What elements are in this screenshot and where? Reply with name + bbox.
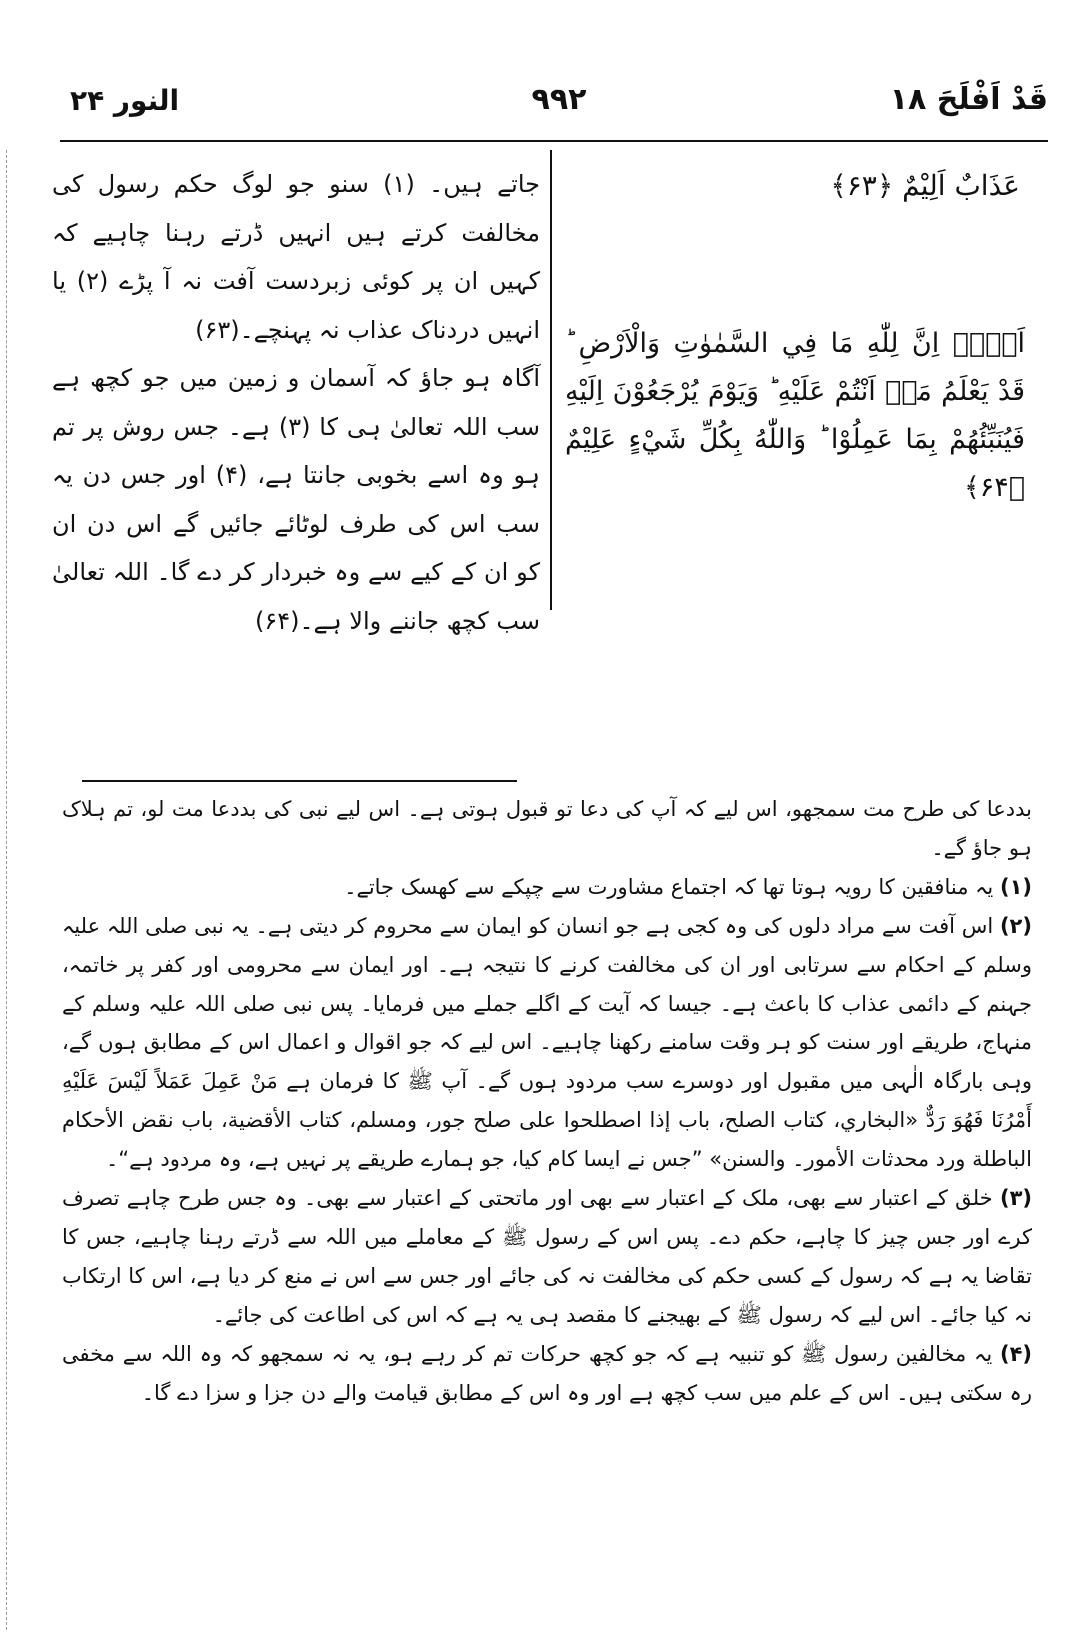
footnotes (62, 790, 1032, 1413)
footnote-rule (82, 780, 517, 782)
footnote-number: (۲) (999, 913, 1032, 938)
footnote-text: خلق کے اعتبار سے بھی، ملک کے اعتبار سے بھی اور ماتحتی کے اعتبار سے بھی۔ وہ جس طرح چاہے تصرف کرے اور جس چیز کا چاہے، حکم دے۔ پس اس کے رسول ﷺ کے معاملے میں اللہ سے ڈرتے رہنا چاہیے، جس کا تقاضا یہ ہے کہ رسول کے کسی حکم کی مخالفت نہ کی جائے اور جس سے اس نے منع کر دیا ہے، اس کا ارتکاب نہ کیا جائے۔ اس لیے کہ رسول ﷺ کے بھیجنے کا مقصد ہی یہ ہے کہ اس کی اطاعت کی جائے۔ (62, 1186, 1032, 1327)
footnote-text: یہ مخالفین رسول ﷺ کو تنبیہ ہے کہ جو کچھ حرکات تم کر رہے ہو، یہ نہ سمجھو کہ وہ اللہ سے مخفی رہ سکتی ہیں۔ اس کے علم میں سب کچھ ہے اور وہ اس کے مطابق قیامت والے دن جزا و سزا دے گا۔ (62, 1341, 1032, 1405)
page-header (70, 78, 1048, 128)
translation-para-64: آگاہ ہو جاؤ کہ آسمان و زمین میں جو کچھ ہے سب اللہ تعالیٰ ہی کا (۳) ہے۔ جس روش پر تم ہو وہ اسے بخوبی جانتا ہے، (۴) اور جس دن یہ سب اس کی طرف لوٹائے جائیں گے اس دن ان کو ان کے کیے سے وہ خبردار کر دے گا۔ اللہ تعالیٰ سب کچھ جاننے والا ہے۔(۶۴) (52, 364, 540, 635)
column-divider (550, 150, 552, 610)
juz-label: قَدْ اَفْلَحَ ۱۸ (889, 82, 1048, 117)
footnote-number: (۱) (999, 874, 1032, 899)
footnote-3 (62, 1179, 1032, 1335)
scan-margin-line (6, 150, 7, 1630)
arabic-verse-end-63: عَذَابٌ اَلِيْمٌ ﴿۶۳﴾ (830, 169, 1020, 202)
footnote-number: (۴) (999, 1341, 1032, 1366)
footnote-text: اس آفت سے مراد دلوں کی وہ کجی ہے جو انسان کو ایمان سے محروم کر دیتی ہے۔ یہ نبی صلی اللہ علیہ وسلم کے احکام سے سرتابی اور ان کی مخالفت کرنے کا نتیجہ ہے۔ اور ایمان سے محرومی اور کفر پر خاتمہ، جہنم کے دائمی عذاب کا باعث ہے۔ جیسا کہ آیت کے اگلے جملے میں فرمایا۔ پس نبی صلی اللہ علیہ وسلم کے منہاج، طریقے اور سنت کو ہر وقت سامنے رکھنا چاہیے۔ اس لیے کہ جو اقوال و اعمال اس کے مطابق ہوں گے، وہی بارگاہ الٰہی میں مقبول اور دوسرے سب مردود ہوں گے۔ آپ ﷺ کا فرمان ہے مَنْ عَمِلَ عَمَلاً لَيْسَ عَلَيْهِ أَمْرُنَا فَهُوَ رَدٌّ «البخاري، كتاب الصلح، باب إذا اصطلحوا على صلح جور، ومسلم، كتاب الأقضية، باب نقض الأحكام الباطلة ورد محدثات الأمور۔ والسنن» ”جس نے ایسا کام کیا، جو ہمارے طریقے پر نہیں ہے، وہ مردود ہے“۔ (62, 913, 1032, 1172)
surah-label: النور ۲۴ (70, 84, 180, 117)
footnote-number: (۳) (999, 1186, 1032, 1211)
footnote-4 (62, 1335, 1032, 1413)
footnote-1 (62, 868, 1032, 907)
footnote-2 (62, 907, 1032, 1179)
arabic-verse-64: اَلَاۤ اِنَّ لِلّٰهِ مَا فِي السَّمٰوٰتِ وَالْاَرْضِ ؕ قَدْ يَعْلَمُ مَاۤ اَنْتُمْ عَلَيْهِ ؕ وَيَوْمَ يُرْجَعُوْنَ اِلَيْهِ فَيُنَبِّئُهُمْ بِمَا عَمِلُوْا ؕ وَاللّٰهُ بِكُلِّ شَيْءٍ عَلِيْمٌ ﴿۶۴﴾ (565, 328, 1025, 503)
page-number: ۹۹۲ (531, 82, 587, 117)
urdu-translation (52, 160, 540, 645)
translation-para-63: جاتے ہیں۔ (۱) سنو جو لوگ حکم رسول کی مخالفت کرتے ہیں انہیں ڈرتے رہنا چاہیے کہ کہیں ان پر کوئی زبردست آفت نہ آ پڑے (۲) یا انہیں دردناک عذاب نہ پہنچے۔(۶۳) (52, 170, 540, 344)
header-rule (60, 140, 1048, 142)
footnote-text: یہ منافقین کا رویہ ہوتا تھا کہ اجتماع مشاورت سے چپکے سے کھسک جاتے۔ (344, 874, 994, 899)
footnote-continuation: بددعا کی طرح مت سمجھو، اس لیے کہ آپ کی دعا تو قبول ہوتی ہے۔ اس لیے نبی کی بددعا مت لو، تم ہلاک ہو جاؤ گے۔ (62, 797, 1032, 860)
